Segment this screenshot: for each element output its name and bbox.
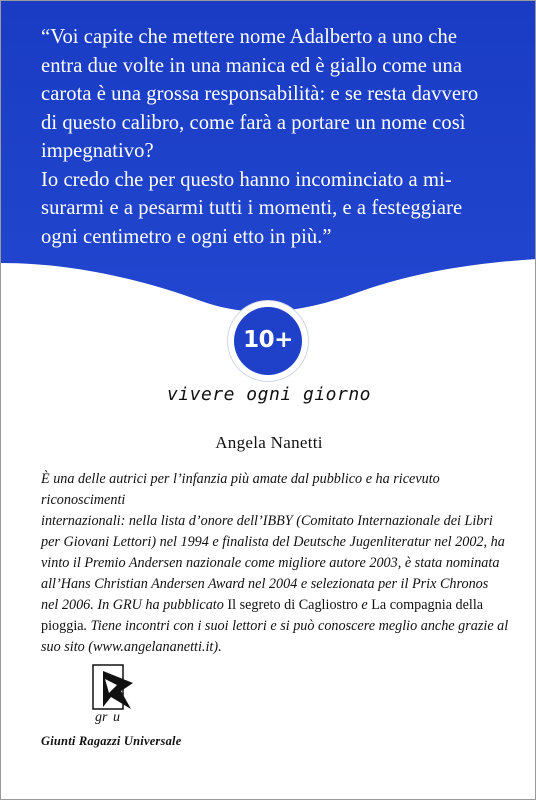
publisher-name: Giunti Ragazzi Universale <box>41 734 182 748</box>
quote-line: ogni centimetro e ogni etto in più.” <box>41 225 332 248</box>
quote-line: Io credo che per questo hanno incominciato a mi- <box>41 168 452 191</box>
gru-crane-logo-icon <box>91 663 137 725</box>
author-name: Angela Nanetti <box>215 433 323 452</box>
bio-line: . Tiene incontri con i suoi lettori e si può conoscere meglio anche grazie al <box>83 618 509 634</box>
age-badge <box>228 301 308 381</box>
bio-line: vinto il Premio Andersen nazionale come migliore autore 2003, è stata nominata <box>41 555 500 571</box>
svg-text:u: u <box>113 710 120 725</box>
bio-line: per Giovani Lettori) nel 1994 e finalista del Deutsche Jugenliteratur nel 2002, ha <box>41 534 505 550</box>
author-bio <box>41 469 511 658</box>
quote-line: “Voi capite che mettere nome Adalberto a uno che <box>41 26 458 48</box>
book-title: pioggia <box>41 618 84 634</box>
book-title: Il segreto di Cagliostro <box>227 597 358 613</box>
bio-line: internazionali: nella lista d’onore dell’IBBY (Comitato Internazionale dei Libri <box>41 513 493 529</box>
quote-line: entra due volte in una manica ed è giallo come una <box>41 54 463 77</box>
quote-line: di questo calibro, come farà a portare un nome così <box>41 111 466 134</box>
excerpt-quote <box>41 23 511 251</box>
bio-line: suo sito (www.angelananetti.it). <box>41 639 222 655</box>
age-badge-label: 10+ <box>234 307 302 375</box>
svg-text:gr: gr <box>95 710 108 725</box>
bio-line: e <box>357 597 372 613</box>
bio-line: nel 2006. In GRU ha pubblicato <box>41 597 228 613</box>
quote-line: impegnativo? <box>41 140 154 162</box>
bio-line: all’Hans Christian Andersen Award nel 2004 e selezionata per il Prix Chronos <box>41 576 489 592</box>
bio-line: È una delle autrici per l’infanzia più amate dal pubblico e ha ricevuto riconoscimenti <box>41 471 440 508</box>
quote-line: surarmi e a pesarmi tutti i momenti, e a festeggiare <box>41 197 463 219</box>
quote-line: carota è una grossa responsabilità: e se resta davvero <box>41 83 479 105</box>
series-label: vivere ogni giorno <box>166 384 372 405</box>
book-title: La compagnia della <box>371 597 484 613</box>
